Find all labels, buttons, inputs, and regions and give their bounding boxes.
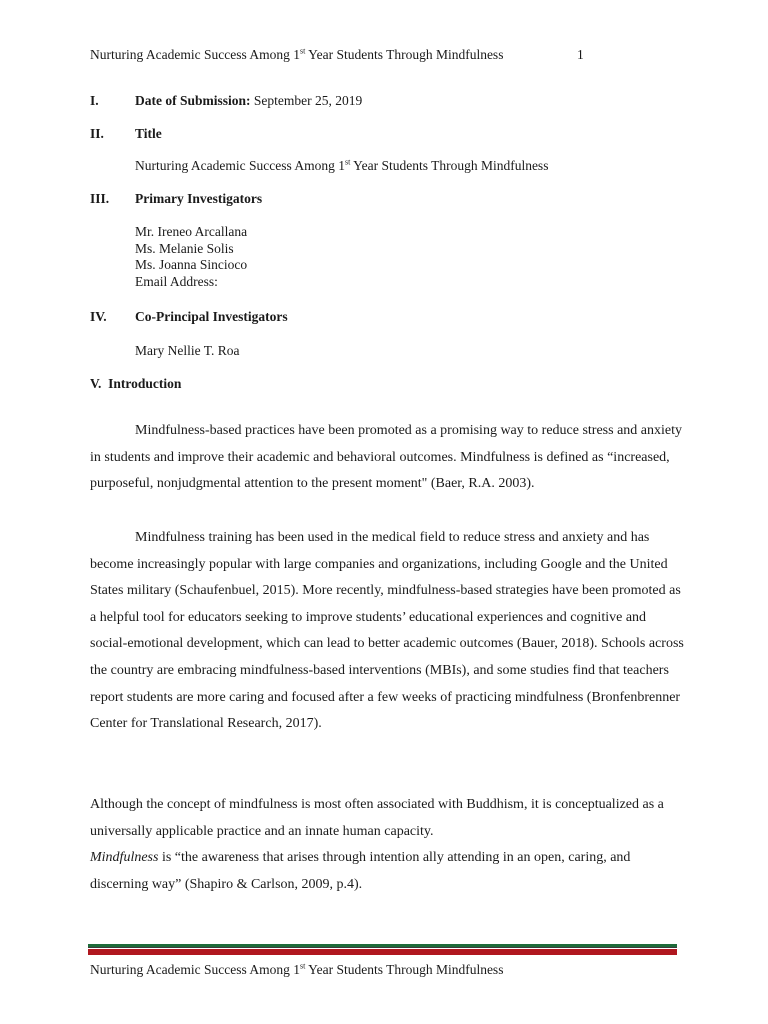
email-address-label: Email Address: [135, 273, 218, 289]
intro-paragraph-3 [90, 792, 686, 898]
page-number: 1 [577, 47, 584, 62]
intro-paragraph-3-text: Although the concept of mindfulness is most often associated with Buddhism, it is conceptualized as a universally applicable practice and an innate human capacity. [90, 797, 664, 839]
footer-rule-dark [88, 947, 677, 948]
footer-sup: st [299, 961, 306, 971]
intro-paragraph-2: Mindfulness training has been used in the medical field to reduce stress and anxiety and has become increasingly popular with large companies and organizations, including Google and the United States military (Schaufenbuel, 2015). More recently, mindfulness-based strategies have been promoted as a helpful tool for educators seeking to improve students’ educational experiences and cognitive and social-emotional development, which can lead to better academic outcomes (Bauer, 2018). Schools across the country are embracing mindfulness-based interventions (MBIs), and some studies find that teachers report students are more caring and focused after a few weeks of practicing mindfulness (Bronfenbrenner Center for Translational Research, 2017). [90, 530, 684, 732]
section-title-label: Title [135, 126, 162, 141]
running-footer [90, 962, 503, 978]
study-title [135, 158, 548, 174]
header-text: Nurturing Academic Success Among 1 [90, 47, 300, 62]
footer-rule-red [88, 949, 677, 955]
investigator-name: Mr. Ireneo Arcallana [135, 224, 248, 239]
header-text-end: Year Students Through Mindfulness [305, 47, 504, 62]
submission-label: Date of Submission: [135, 93, 251, 108]
study-title-text: Nurturing Academic Success Among 1 [135, 158, 345, 173]
co-principal-label: Co-Principal Investigators [135, 309, 288, 324]
footer-text: Nurturing Academic Success Among 1 [90, 962, 300, 977]
section-numeral-2: II. [90, 126, 104, 141]
mindfulness-definition: is “the awareness that arises through intention ally attending in an open, caring, and discerning way” (Shapiro & Carlson, 2009, p.4). [90, 850, 631, 892]
investigator-name: Ms. Melanie Solis [135, 240, 234, 256]
header-sup: st [299, 46, 306, 56]
intro-paragraph-4 [90, 845, 686, 898]
investigator-name: Ms. Joanna Sincioco [135, 257, 248, 272]
study-title-sup: st [344, 157, 351, 167]
primary-investigators-label: Primary Investigators [135, 191, 263, 206]
section-numeral-4: IV. [90, 309, 107, 324]
running-header [90, 47, 503, 63]
mindfulness-term: Mindfulness [90, 850, 159, 866]
section-numeral-3: III. [90, 191, 110, 206]
section-numeral-1: I. [90, 93, 99, 108]
submission-value: September 25, 2019 [250, 93, 363, 108]
co-principal-name: Mary Nellie T. Roa [135, 343, 240, 358]
study-title-end: Year Students Through Mindfulness [350, 158, 549, 173]
introduction-heading: V. Introduction [90, 376, 182, 391]
footer-text-end: Year Students Through Mindfulness [305, 962, 504, 977]
primary-investigators-list [135, 224, 247, 290]
intro-paragraph-1: Mindfulness-based practices have been promoted as a promising way to reduce stress and anxiety in students and improve their academic and behavioral outcomes. Mindfulness is defined as “increased, purposeful, nonjudgmental attention to the present moment" (Baer, R.A. 2003). [90, 423, 682, 492]
submission-date [135, 93, 362, 109]
